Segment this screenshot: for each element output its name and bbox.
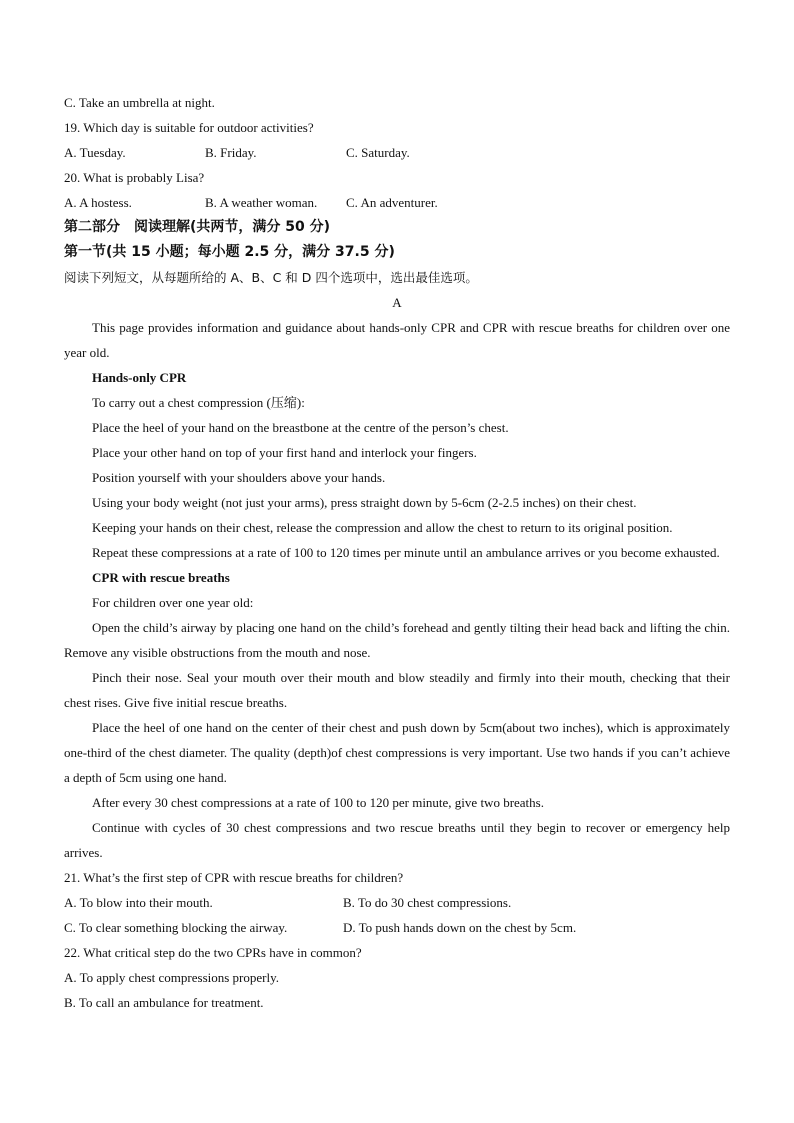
q18-option-c: C. Take an umbrella at night. xyxy=(64,95,215,110)
q21-option-c: C. To clear something blocking the airway. xyxy=(64,920,288,935)
q20-option-c: C. An adventurer. xyxy=(346,195,438,210)
q21-options-row1 xyxy=(64,890,730,915)
q20-stem: 20. What is probably Lisa? xyxy=(64,170,205,185)
part2-heading: 第二部分 阅读理解(共两节，满分 50 分) xyxy=(64,219,331,235)
passage-letter: A xyxy=(392,295,402,310)
q21-option-d: D. To push hands down on the chest by 5cm. xyxy=(343,920,577,935)
heading-cpr-rescue-breaths: CPR with rescue breaths xyxy=(92,570,230,585)
q19-option-b: B. Friday. xyxy=(205,145,257,160)
q21-options-row2 xyxy=(64,915,730,940)
rescue-paragraph: Place the heel of one hand on the center of their chest and push down by 5cm(about two inches), which is approximately one-third of the chest diameter. The quality (depth)of chest compressions is very important. Use two hands if you can’t achieve a depth of 5cm using one hand. xyxy=(64,720,730,785)
q22-option-a: A. To apply chest compressions properly. xyxy=(64,970,279,985)
passage-intro: This page provides information and guidance about hands-only CPR and CPR with rescue breaths for children over one year old. xyxy=(64,320,730,360)
q19-stem: 19. Which day is suitable for outdoor activities? xyxy=(64,120,314,135)
exam-page xyxy=(64,90,730,1015)
section1-heading: 第一节(共 15 小题；每小题 2.5 分，满分 37.5 分) xyxy=(64,244,395,260)
hands-only-line: Keeping your hands on their chest, release the compression and allow the chest to return to its original position. xyxy=(92,520,673,535)
heading-hands-only-cpr: Hands-only CPR xyxy=(92,370,187,385)
instructions: 阅读下列短文，从每题所给的 A、B、C 和 D 四个选项中，选出最佳选项。 xyxy=(64,270,478,285)
hands-only-repeat: Repeat these compressions at a rate of 100 to 120 times per minute until an ambulance arrives or you become exhausted. xyxy=(92,545,720,560)
hands-only-line: To carry out a chest compression (压缩): xyxy=(92,395,305,410)
rescue-paragraph: Continue with cycles of 30 chest compressions and two rescue breaths until they begin to recover or emergency help arrives. xyxy=(64,820,730,860)
q22-stem: 22. What critical step do the two CPRs have in common? xyxy=(64,945,362,960)
hands-only-line: Place the heel of your hand on the breastbone at the centre of the person’s chest. xyxy=(92,420,509,435)
q21-stem: 21. What’s the first step of CPR with rescue breaths for children? xyxy=(64,870,404,885)
hands-only-line: Position yourself with your shoulders above your hands. xyxy=(92,470,386,485)
rescue-for-children: For children over one year old: xyxy=(92,595,254,610)
hands-only-line: Using your body weight (not just your arms), press straight down by 5-6cm (2-2.5 inches) on their chest. xyxy=(92,495,637,510)
rescue-paragraph: Pinch their nose. Seal your mouth over their mouth and blow steadily and firmly into their mouth, checking that their chest rises. Give five initial rescue breaths. xyxy=(64,670,730,710)
q21-option-a: A. To blow into their mouth. xyxy=(64,895,213,910)
q20-option-a: A. A hostess. xyxy=(64,195,132,210)
q19-option-a: A. Tuesday. xyxy=(64,145,126,160)
q20-options xyxy=(64,190,730,215)
q21-option-b: B. To do 30 chest compressions. xyxy=(343,895,512,910)
q20-option-b: B. A weather woman. xyxy=(205,195,318,210)
rescue-paragraph: After every 30 chest compressions at a rate of 100 to 120 per minute, give two breaths. xyxy=(92,795,544,810)
q19-options xyxy=(64,140,730,165)
hands-only-line: Place your other hand on top of your first hand and interlock your fingers. xyxy=(92,445,477,460)
q22-option-b: B. To call an ambulance for treatment. xyxy=(64,995,264,1010)
rescue-paragraph: Open the child’s airway by placing one hand on the child’s forehead and gently tilting their head back and lifting the chin. Remove any visible obstructions from the mouth and nose. xyxy=(64,620,730,660)
q19-option-c: C. Saturday. xyxy=(346,145,410,160)
